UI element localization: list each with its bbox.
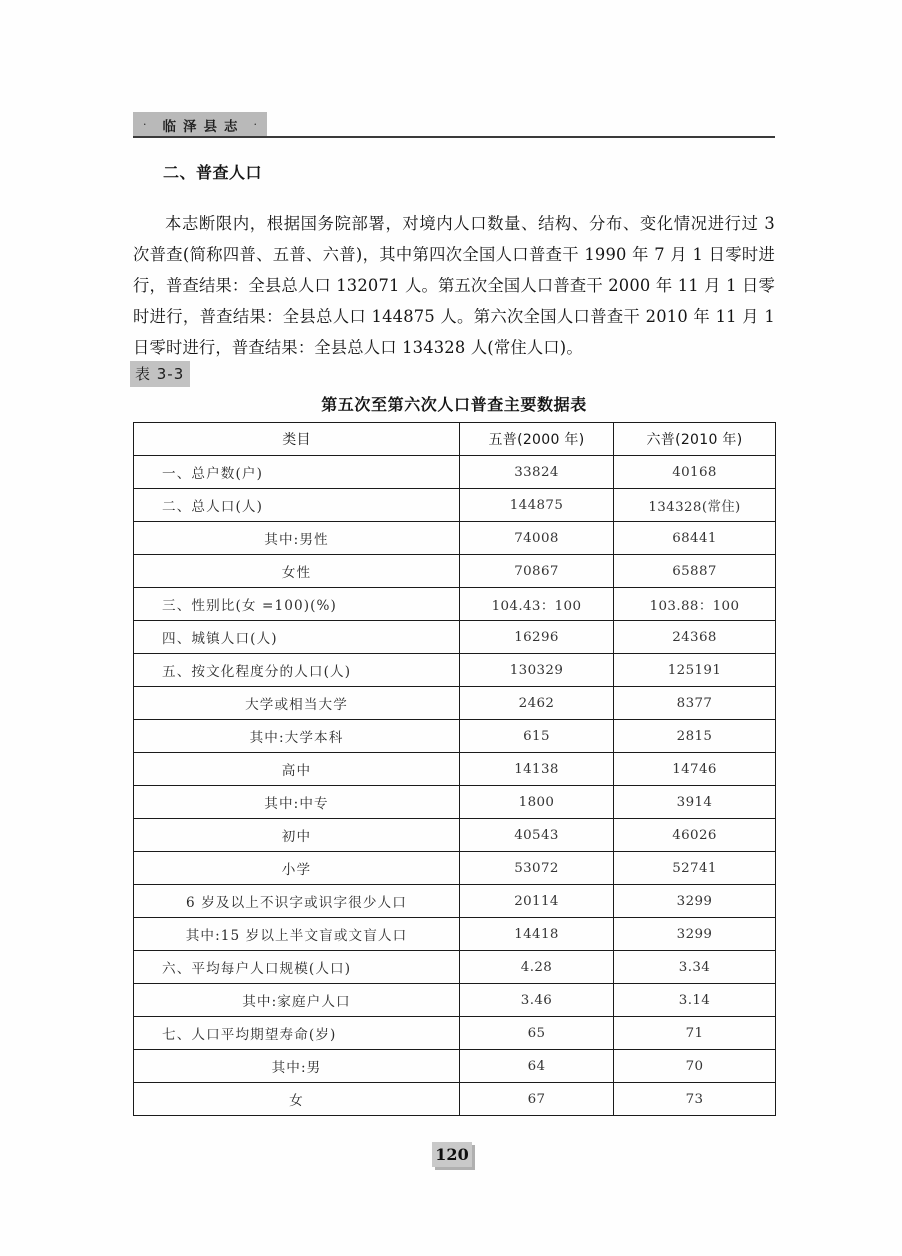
- column-header-category: 类目: [134, 423, 460, 456]
- row-label: 女性: [134, 555, 460, 588]
- header-right-dot-icon: ·: [253, 118, 257, 131]
- table-row: [134, 1083, 776, 1116]
- table-body: [134, 456, 776, 1116]
- row-value-census5: 33824: [460, 456, 614, 489]
- row-label: 初中: [134, 819, 460, 852]
- table-number-label: 表 3-3: [130, 361, 190, 387]
- table-row: [134, 588, 776, 621]
- row-label: 小学: [134, 852, 460, 885]
- row-value-census5: 16296: [460, 621, 614, 654]
- row-value-census6: 52741: [614, 852, 776, 885]
- running-header-tab: [133, 112, 267, 137]
- table-row: [134, 654, 776, 687]
- page-number: 120: [432, 1142, 472, 1167]
- column-header-census5: 五普(2000 年): [460, 423, 614, 456]
- row-value-census6: 3.14: [614, 984, 776, 1017]
- table-row: [134, 687, 776, 720]
- row-value-census6: 3299: [614, 885, 776, 918]
- row-label: 七、人口平均期望寿命(岁): [134, 1017, 460, 1050]
- row-label: 其中:男: [134, 1050, 460, 1083]
- row-value-census6: 3299: [614, 918, 776, 951]
- page-number-block: [432, 1142, 472, 1167]
- row-value-census5: 74008: [460, 522, 614, 555]
- row-value-census6: 65887: [614, 555, 776, 588]
- row-value-census5: 615: [460, 720, 614, 753]
- row-value-census6: 3.34: [614, 951, 776, 984]
- table-header: [134, 423, 776, 456]
- table-row: [134, 819, 776, 852]
- section-heading: 二、普查人口: [163, 163, 263, 182]
- table-row: [134, 720, 776, 753]
- row-value-census5: 65: [460, 1017, 614, 1050]
- row-value-census5: 40543: [460, 819, 614, 852]
- table-row: [134, 522, 776, 555]
- row-label: 其中:大学本科: [134, 720, 460, 753]
- row-value-census6: 70: [614, 1050, 776, 1083]
- row-value-census6: 40168: [614, 456, 776, 489]
- row-label: 三、性别比(女 =100)(%): [134, 588, 460, 621]
- row-label: 二、总人口(人): [134, 489, 460, 522]
- row-label: 四、城镇人口(人): [134, 621, 460, 654]
- row-label: 六、平均每户人口规模(人口): [134, 951, 460, 984]
- row-value-census6: 68441: [614, 522, 776, 555]
- table-row: [134, 489, 776, 522]
- row-value-census6: 46026: [614, 819, 776, 852]
- row-label: 其中:15 岁以上半文盲或文盲人口: [134, 918, 460, 951]
- row-label: 五、按文化程度分的人口(人): [134, 654, 460, 687]
- table-row: [134, 951, 776, 984]
- column-header-census6: 六普(2010 年): [614, 423, 776, 456]
- row-label: 高中: [134, 753, 460, 786]
- row-value-census5: 130329: [460, 654, 614, 687]
- running-header: [133, 112, 775, 140]
- row-label: 一、总户数(户): [134, 456, 460, 489]
- row-value-census5: 67: [460, 1083, 614, 1116]
- row-value-census6: 3914: [614, 786, 776, 819]
- census-data-table: [133, 422, 776, 1116]
- table-row: [134, 918, 776, 951]
- row-label: 女: [134, 1083, 460, 1116]
- body-paragraph: 本志断限内，根据国务院部署，对境内人口数量、结构、分布、变化情况进行过 3 次普查(简称四普、五普、六普)，其中第四次全国人口普查干 1990 年 7 月 1 日零时进行，普查结果：全县总人口 132071 人。第五次全国人口普查干 2000 年 11 月 1 日零时进行，普查结果：全县总人口 144875 人。第六次全国人口普查干 2010 年 11 月 1 日零时进行，普查结果：全县总人口 134328 人(常住人口)。: [133, 214, 775, 358]
- table-row: [134, 885, 776, 918]
- row-value-census6: 14746: [614, 753, 776, 786]
- row-label: 其中:中专: [134, 786, 460, 819]
- header-divider: [133, 136, 775, 138]
- row-label: 其中:男性: [134, 522, 460, 555]
- table-row: [134, 753, 776, 786]
- row-value-census5: 144875: [460, 489, 614, 522]
- row-label: 大学或相当大学: [134, 687, 460, 720]
- row-value-census6: 24368: [614, 621, 776, 654]
- row-value-census5: 70867: [460, 555, 614, 588]
- table-row: [134, 1050, 776, 1083]
- row-value-census6: 103.88：100: [614, 588, 776, 621]
- row-value-census6: 8377: [614, 687, 776, 720]
- row-value-census5: 20114: [460, 885, 614, 918]
- row-value-census5: 14418: [460, 918, 614, 951]
- table-row: [134, 555, 776, 588]
- row-value-census5: 2462: [460, 687, 614, 720]
- table-row: [134, 456, 776, 489]
- row-value-census5: 104.43：100: [460, 588, 614, 621]
- row-value-census6: 73: [614, 1083, 776, 1116]
- table-header-row: [134, 423, 776, 456]
- book-title: 临泽县志: [162, 118, 245, 135]
- row-value-census5: 4.28: [460, 951, 614, 984]
- table-row: [134, 852, 776, 885]
- row-value-census5: 53072: [460, 852, 614, 885]
- row-value-census5: 1800: [460, 786, 614, 819]
- row-value-census6: 2815: [614, 720, 776, 753]
- table-row: [134, 621, 776, 654]
- row-label: 6 岁及以上不识字或识字很少人口: [134, 885, 460, 918]
- row-label: 其中:家庭户人口: [134, 984, 460, 1017]
- row-value-census6: 71: [614, 1017, 776, 1050]
- row-value-census5: 14138: [460, 753, 614, 786]
- table-row: [134, 786, 776, 819]
- table-title: 第五次至第六次人口普查主要数据表: [321, 395, 587, 414]
- table-row: [134, 1017, 776, 1050]
- row-value-census6: 125191: [614, 654, 776, 687]
- table-row: [134, 984, 776, 1017]
- row-value-census5: 3.46: [460, 984, 614, 1017]
- row-value-census6: 134328(常住): [614, 489, 776, 522]
- header-left-dot-icon: ·: [143, 118, 147, 131]
- row-value-census5: 64: [460, 1050, 614, 1083]
